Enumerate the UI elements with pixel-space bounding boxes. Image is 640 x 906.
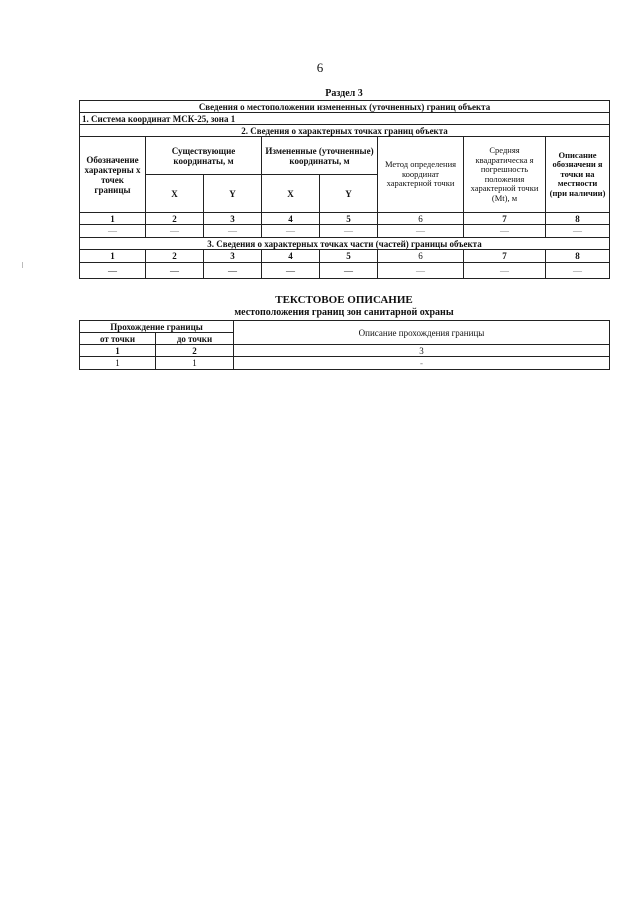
col-number: 2 bbox=[146, 213, 204, 225]
cell-description: - bbox=[234, 357, 610, 370]
col-number: 3 bbox=[204, 213, 262, 225]
cell-dash: — bbox=[546, 263, 610, 279]
cell-dash: — bbox=[464, 263, 546, 279]
boundary-passage-table bbox=[79, 320, 610, 370]
col-number: 4 bbox=[262, 250, 320, 263]
section3-title: 3. Сведения о характерных точках части (частей) границы объекта bbox=[80, 238, 610, 250]
col-x-existing: X bbox=[146, 175, 204, 213]
section-title: Раздел 3 bbox=[325, 88, 363, 99]
scan-mark bbox=[22, 262, 23, 268]
cell-to: 1 bbox=[156, 357, 234, 370]
col-existing-coords: Существующие координаты, м bbox=[146, 137, 262, 175]
col-passage-description: Описание прохождения границы bbox=[234, 321, 610, 345]
table-header: Сведения о местоположении измененных (уточненных) границ объекта bbox=[80, 101, 610, 113]
boundary-points-table bbox=[79, 100, 610, 279]
cell-dash: — bbox=[204, 225, 262, 238]
cell-dash: — bbox=[262, 225, 320, 238]
cell-dash: — bbox=[204, 263, 262, 279]
col-from-point: от точки bbox=[80, 333, 156, 345]
cell-dash: — bbox=[546, 225, 610, 238]
cell-dash: — bbox=[80, 225, 146, 238]
table-row bbox=[80, 225, 610, 238]
col-number: 2 bbox=[156, 345, 234, 357]
col-number: 2 bbox=[146, 250, 204, 263]
col-designation: Обозначение характерны х точек границы bbox=[80, 137, 146, 213]
col-number: 7 bbox=[464, 213, 546, 225]
cell-dash: — bbox=[146, 263, 204, 279]
col-to-point: до точки bbox=[156, 333, 234, 345]
text-description-title: ТЕКСТОВОЕ ОПИСАНИЕ bbox=[275, 294, 413, 306]
col-number: 3 bbox=[204, 250, 262, 263]
col-y-existing: Y bbox=[204, 175, 262, 213]
text-description-subtitle: местоположения границ зон санитарной охраны bbox=[234, 307, 454, 318]
cell-dash: — bbox=[464, 225, 546, 238]
cell-dash: — bbox=[320, 263, 378, 279]
col-number: 5 bbox=[320, 213, 378, 225]
cell-dash: — bbox=[262, 263, 320, 279]
cell-dash: — bbox=[320, 225, 378, 238]
cell-dash: — bbox=[146, 225, 204, 238]
section2-title: 2. Сведения о характерных точках границ объекта bbox=[80, 125, 610, 137]
table-row bbox=[80, 345, 610, 357]
table-row bbox=[80, 213, 610, 225]
col-number: 6 bbox=[378, 250, 464, 263]
col-y-changed: Y bbox=[320, 175, 378, 213]
cell-dash: — bbox=[378, 263, 464, 279]
col-number: 6 bbox=[378, 213, 464, 225]
col-number: 1 bbox=[80, 213, 146, 225]
col-number: 1 bbox=[80, 345, 156, 357]
cell-dash: — bbox=[378, 225, 464, 238]
col-number: 8 bbox=[546, 213, 610, 225]
cell-dash: — bbox=[80, 263, 146, 279]
col-number: 7 bbox=[464, 250, 546, 263]
cell-from: 1 bbox=[80, 357, 156, 370]
table-row bbox=[80, 250, 610, 263]
coord-system-row: 1. Система координат МСК-25, зона 1 bbox=[80, 113, 610, 125]
col-error: Средняя квадратическа я погрешность положения характерной точки (Mt), м bbox=[464, 137, 546, 213]
col-passage: Прохождение границы bbox=[80, 321, 234, 333]
table-row bbox=[80, 263, 610, 279]
col-number: 3 bbox=[234, 345, 610, 357]
col-number: 1 bbox=[80, 250, 146, 263]
col-description: Описание обозначени я точки на местности (при наличии) bbox=[546, 137, 610, 213]
col-number: 5 bbox=[320, 250, 378, 263]
col-x-changed: X bbox=[262, 175, 320, 213]
col-number: 4 bbox=[262, 213, 320, 225]
col-number: 8 bbox=[546, 250, 610, 263]
table-row bbox=[80, 357, 610, 370]
page-number: 6 bbox=[316, 60, 324, 75]
col-method: Метод определения координат характерной точки bbox=[378, 137, 464, 213]
col-changed-coords: Измененные (уточненные) координаты, м bbox=[262, 137, 378, 175]
